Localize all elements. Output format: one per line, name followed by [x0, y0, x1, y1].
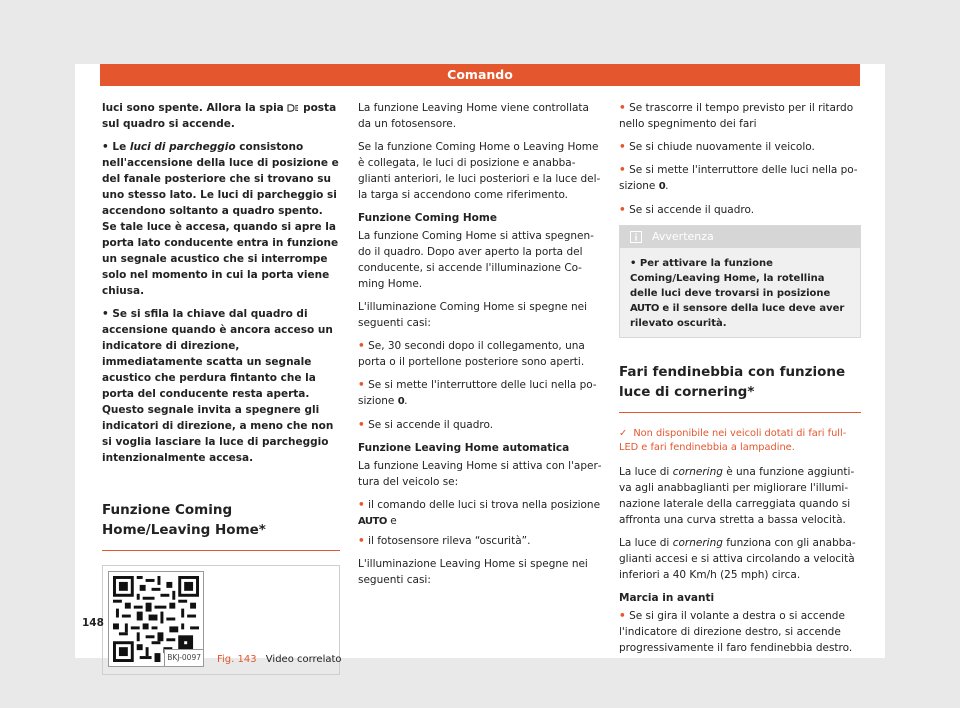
warning-icon: [630, 231, 642, 243]
switch-position-symbol: AUTO: [630, 303, 659, 314]
bullet-item: • Se trascorre il tempo previsto per il ritardo nello spegnimento dei fari: [619, 102, 854, 130]
subheading: Funzione Leaving Home automatica: [358, 442, 570, 454]
bullet-item: • il fotosensore rileva “oscurità”.: [358, 535, 531, 547]
paragraph: La luce di cornering funziona con gli anabbaglianti accesi e si attiva circolando a velocità inferiori a 40 Km/h (25 mph) circa.: [619, 537, 856, 581]
section-heading: Fari fendinebbia con funzione luce di cornering*: [619, 348, 861, 413]
page-number: 148: [82, 617, 104, 629]
column-2: [358, 100, 602, 595]
figure-id: BKJ-0097: [164, 649, 203, 666]
subheading: Marcia in avanti: [619, 592, 715, 604]
bullet-item: • il comando delle luci si trova nella posizione AUTO e: [358, 499, 601, 527]
warning-box: [619, 225, 861, 338]
bullet-item: • Se, 30 secondi dopo il collegamento, una porta o il portellone posteriore sono aperti.: [358, 340, 585, 368]
paragraph: La funzione Coming Home si attiva spegnendo il quadro. Dopo aver aperto la porta del conducente, si accende l'illuminazione Coming Home.: [358, 230, 594, 290]
figure-number: Fig. 143: [217, 654, 257, 665]
bullet-item: • Le luci di parcheggio consistono nell'accensione della luce di posizione e del fanale posteriore che si trovano su uno stesso lato. Le luci di parcheggio si accendono soltanto a quadro spento. Se tale luce è accesa, quando si apre la porta lato conducente entra in funzione un segnale acustico che si interrompe solo nel momento in cui la porta viene chiusa.: [102, 141, 339, 297]
figure-caption: Fig. 143 Video correlato: [217, 654, 342, 665]
subheading: Funzione Coming Home: [358, 212, 497, 224]
paragraph: La funzione Leaving Home si attiva con l'apertura del veicolo se:: [358, 460, 602, 488]
column-1: [102, 100, 340, 675]
bullet-item: • Se si mette l'interruttore delle luci nella posizione 0.: [358, 379, 597, 407]
bullet-item: • Se si accende il quadro.: [358, 419, 494, 431]
paragraph: L'illuminazione Leaving Home si spegne nei seguenti casi:: [358, 558, 588, 586]
paragraph: La funzione Leaving Home viene controllata da un fotosensore.: [358, 102, 589, 130]
switch-position-symbol: 0: [658, 181, 666, 192]
paragraph: L'illuminazione Coming Home si spegne nei seguenti casi:: [358, 301, 588, 329]
qr-code-icon[interactable]: [108, 571, 204, 667]
column-3: [619, 100, 861, 663]
switch-position-symbol: 0: [397, 396, 405, 407]
bullet-item: • Se si mette l'interruttore delle luci nella posizione 0.: [619, 164, 858, 192]
switch-position-symbol: AUTO: [358, 516, 387, 527]
figure: [102, 565, 340, 675]
warning-title: Avvertenza: [652, 230, 714, 243]
paragraph: La luce di cornering è una funzione aggiuntiva agli anabbaglianti per migliorare l'illuminazione laterale della carreggiata quando si affronta una curva stretta a bassa velocità.: [619, 466, 855, 526]
parking-light-icon: [287, 104, 299, 112]
paragraph: Se la funzione Coming Home o Leaving Home è collegata, le luci di posizione e anabbaglianti anteriori, le luci posteriori e la luce della targa si accendono come riferimento.: [358, 141, 601, 201]
bullet-item: • Se si sfila la chiave dal quadro di accensione quando è ancora acceso un indicatore di direzione, immediatamente scatta un segnale acustico che perdura fintanto che la porta del conducente resta aperta. Questo segnale invita a spegnere gli indicatori di direzione, a meno che non si voglia lasciare la luce di parcheggio intenzionalmente accesa.: [102, 308, 334, 464]
bullet-item: • Se si gira il volante a destra o si accende l'indicatore di direzione destro, si accende progressivamente il faro fendinebbia destro.: [619, 610, 853, 654]
bullet-item: • Se si chiude nuovamente il veicolo.: [619, 141, 815, 153]
section-header: Comando: [100, 64, 860, 86]
availability-note: ✓ Non disponibile nei veicoli dotati di fari full-LED e fari fendinebbia a lampadine.: [619, 428, 847, 453]
warning-body: • Per attivare la funzione Coming/Leaving Home, la rotellina delle luci deve trovarsi in posizione AUTO e il sensore della luce deve aver rilevato oscurità.: [630, 258, 845, 329]
paragraph: luci sono spente. Allora la spia posta sul quadro si accende.: [102, 102, 337, 130]
check-icon: ✓: [619, 428, 628, 439]
warning-header: [620, 226, 860, 248]
section-heading: Funzione Coming Home/Leaving Home*: [102, 486, 340, 551]
bullet-item: • Se si accende il quadro.: [619, 204, 755, 216]
